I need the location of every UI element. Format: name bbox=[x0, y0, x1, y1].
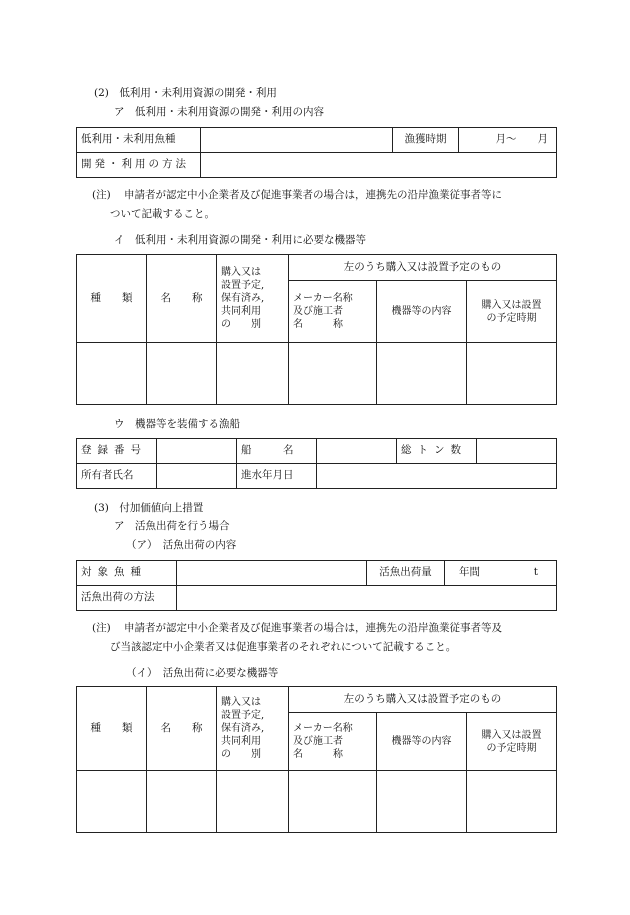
section-2u-heading: ウ 機器等を装備する漁船 bbox=[114, 418, 240, 430]
equip-cell[interactable] bbox=[467, 343, 557, 405]
note-line: び当該認定中小企業者又は促進事業者のそれぞれについて記載すること。 bbox=[110, 641, 457, 653]
section-3a1-heading: （ア） 活魚出荷の内容 bbox=[126, 539, 237, 551]
note-line: 申請者が認定中小企業者及び促進事業者の場合は，連携先の沿岸漁業従事者等に bbox=[124, 189, 502, 201]
owner-label: 所有者氏名 bbox=[77, 464, 157, 489]
col-type: 種 類 bbox=[77, 687, 147, 771]
col-maker bbox=[289, 713, 377, 771]
col-status bbox=[217, 687, 289, 771]
note-mark: (注) bbox=[92, 622, 111, 634]
launch-input[interactable] bbox=[317, 464, 557, 489]
fish-label: 対象魚種 bbox=[77, 561, 177, 586]
tonnage-input[interactable] bbox=[477, 439, 557, 464]
live-fish-equipment-table bbox=[76, 686, 557, 833]
equip-cell[interactable] bbox=[377, 771, 467, 833]
col-status-line: 設置予定, bbox=[221, 280, 265, 291]
col-status-line: 購入又は bbox=[221, 267, 261, 278]
reg-label: 登録番号 bbox=[77, 439, 157, 464]
volume-label: 活魚出荷量 bbox=[367, 561, 445, 586]
note-line: 申請者が認定中小企業者及び促進事業者の場合は，連携先の沿岸漁業従事者等及 bbox=[124, 622, 502, 634]
col-schedule bbox=[467, 713, 557, 771]
shipping-method-label: 活魚出荷の方法 bbox=[77, 586, 177, 611]
section-3-heading: (3) 付加価値向上措置 bbox=[94, 502, 204, 514]
method-input[interactable] bbox=[201, 153, 557, 178]
col-status-line: の 別 bbox=[221, 319, 261, 330]
volume-prefix: 年間 bbox=[459, 566, 480, 579]
equipment-table bbox=[76, 254, 557, 405]
col-maker-line: メーカー名称 bbox=[293, 723, 353, 734]
equip-cell[interactable] bbox=[77, 343, 147, 405]
species-input[interactable] bbox=[201, 128, 393, 153]
note-line: ついて記載すること。 bbox=[110, 208, 215, 220]
ship-input[interactable] bbox=[317, 439, 397, 464]
col-schedule-line: 購入又は設置 bbox=[481, 729, 542, 741]
volume-unit: t bbox=[533, 566, 538, 579]
equip-cell[interactable] bbox=[289, 771, 377, 833]
col-maker-line: メーカー名称 bbox=[293, 293, 353, 304]
col-status-line: 購入又は bbox=[221, 697, 261, 708]
col-maker-line: 名 称 bbox=[293, 749, 343, 760]
col-maker-line: 及び施工者 bbox=[293, 736, 343, 747]
equip-cell[interactable] bbox=[289, 343, 377, 405]
col-status-line: 保有済み, bbox=[221, 293, 265, 304]
section-2a-heading: ア 低利用・未利用資源の開発・利用の内容 bbox=[114, 106, 324, 118]
period-value[interactable]: 月～ 月 bbox=[459, 128, 557, 153]
col-status-line: 設置予定, bbox=[221, 710, 265, 721]
launch-label: 進水年月日 bbox=[237, 464, 317, 489]
col-name: 名 称 bbox=[147, 255, 217, 343]
equip-cell[interactable] bbox=[147, 771, 217, 833]
col-schedule-line: 購入又は設置 bbox=[481, 299, 542, 311]
col-status-line: 保有済み, bbox=[221, 723, 265, 734]
equip-cell[interactable] bbox=[217, 343, 289, 405]
period-label: 漁獲時期 bbox=[393, 128, 459, 153]
col-schedule-line: の予定時期 bbox=[486, 742, 537, 754]
col-schedule-line: の予定時期 bbox=[486, 312, 537, 324]
shipping-method-input[interactable] bbox=[177, 586, 557, 611]
col-status bbox=[217, 255, 289, 343]
col-maker-line: 名 称 bbox=[293, 319, 343, 330]
resource-table bbox=[76, 127, 557, 178]
ship-label: 船 名 bbox=[237, 439, 317, 464]
tonnage-label: 総トン数 bbox=[397, 439, 477, 464]
col-status-line: 共同利用 bbox=[221, 736, 261, 747]
col-content: 機器等の内容 bbox=[377, 713, 467, 771]
col-maker-line: 及び施工者 bbox=[293, 306, 343, 317]
col-name: 名 称 bbox=[147, 687, 217, 771]
col-content: 機器等の内容 bbox=[377, 281, 467, 343]
section-2-heading: (2) 低利用・未利用資源の開発・利用 bbox=[94, 87, 277, 99]
equip-cell[interactable] bbox=[467, 771, 557, 833]
live-fish-table bbox=[76, 560, 557, 611]
method-label: 開発・利用の方法 bbox=[77, 153, 201, 178]
col-type: 種 類 bbox=[77, 255, 147, 343]
equip-cell[interactable] bbox=[377, 343, 467, 405]
section-3a-heading: ア 活魚出荷を行う場合 bbox=[114, 520, 230, 532]
section-2i-heading: イ 低利用・未利用資源の開発・利用に必要な機器等 bbox=[114, 234, 366, 246]
owner-input[interactable] bbox=[157, 464, 237, 489]
note-mark: (注) bbox=[92, 189, 111, 201]
volume-value[interactable] bbox=[445, 561, 557, 586]
reg-input[interactable] bbox=[157, 439, 237, 464]
vessel-table bbox=[76, 438, 557, 489]
fish-input[interactable] bbox=[177, 561, 367, 586]
col-status-line: 共同利用 bbox=[221, 306, 261, 317]
equip-cell[interactable] bbox=[217, 771, 289, 833]
col-group: 左のうち購入又は設置予定のもの bbox=[289, 255, 557, 281]
equip-cell[interactable] bbox=[147, 343, 217, 405]
section-3a2-heading: （イ） 活魚出荷に必要な機器等 bbox=[126, 667, 279, 679]
species-label: 低利用・未利用魚種 bbox=[77, 128, 201, 153]
equip-cell[interactable] bbox=[77, 771, 147, 833]
col-group: 左のうち購入又は設置予定のもの bbox=[289, 687, 557, 713]
col-schedule bbox=[467, 281, 557, 343]
col-status-line: の 別 bbox=[221, 749, 261, 760]
col-maker bbox=[289, 281, 377, 343]
